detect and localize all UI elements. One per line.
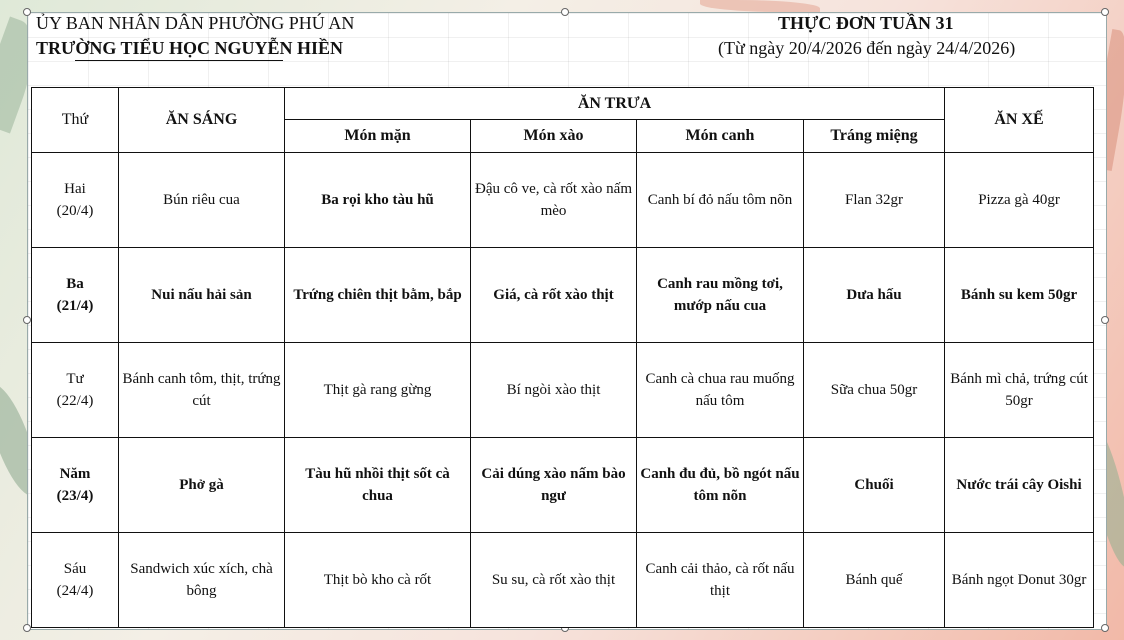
day-cell: Hai (20/4)	[32, 153, 119, 248]
day-cell: Tư (22/4)	[32, 343, 119, 438]
snack-cell: Bánh mì chả, trứng cút 50gr	[945, 343, 1094, 438]
table-row	[32, 153, 1094, 248]
soup-cell: Canh cải thảo, cà rốt nấu thịt	[637, 533, 804, 628]
committee-name: ỦY BAN NHÂN DÂN PHƯỜNG PHÚ AN	[36, 13, 355, 33]
resize-handle-middle-right[interactable]	[1101, 316, 1109, 324]
soup-cell: Canh đu đủ, bồ ngót nấu tôm nõn	[637, 438, 804, 533]
header-main-dish: Món mặn	[285, 120, 471, 153]
header-dessert: Tráng miệng	[804, 120, 945, 153]
breakfast-cell: Bánh canh tôm, thịt, trứng cút	[119, 343, 285, 438]
dessert-cell: Bánh quế	[804, 533, 945, 628]
snack-cell: Pizza gà 40gr	[945, 153, 1094, 248]
snack-cell: Bánh su kem 50gr	[945, 248, 1094, 343]
stir-fry-cell: Bí ngòi xào thịt	[471, 343, 637, 438]
resize-handle-bottom-left[interactable]	[23, 624, 31, 632]
table-row	[32, 343, 1094, 438]
day-cell: Sáu (24/4)	[32, 533, 119, 628]
main-dish-cell: Ba rọi kho tàu hũ	[285, 153, 471, 248]
resize-handle-middle-left[interactable]	[23, 316, 31, 324]
decor-leaf-5	[700, 0, 820, 12]
breakfast-cell: Sandwich xúc xích, chà bông	[119, 533, 285, 628]
resize-handle-top-middle[interactable]	[561, 8, 569, 16]
dessert-cell: Sữa chua 50gr	[804, 343, 945, 438]
resize-handle-bottom-right[interactable]	[1101, 624, 1109, 632]
soup-cell: Canh bí đỏ nấu tôm nõn	[637, 153, 804, 248]
day-cell: Ba (21/4)	[32, 248, 119, 343]
main-dish-cell: Thịt gà rang gừng	[285, 343, 471, 438]
main-dish-cell: Thịt bò kho cà rốt	[285, 533, 471, 628]
weekly-menu-table	[31, 87, 1094, 628]
soup-cell: Canh rau mồng tơi, mướp nấu cua	[637, 248, 804, 343]
dessert-cell: Chuối	[804, 438, 945, 533]
school-name-underline	[75, 60, 283, 61]
resize-handle-top-right[interactable]	[1101, 8, 1109, 16]
header-snack: ĂN XẾ	[945, 88, 1094, 153]
header-row-1	[32, 88, 1094, 120]
main-dish-cell: Trứng chiên thịt bằm, bắp	[285, 248, 471, 343]
header-day: Thứ	[32, 88, 119, 153]
stir-fry-cell: Giá, cà rốt xào thịt	[471, 248, 637, 343]
date-range: (Từ ngày 20/4/2026 đến ngày 24/4/2026)	[718, 38, 1016, 58]
table-row	[32, 438, 1094, 533]
day-cell: Năm (23/4)	[32, 438, 119, 533]
stir-fry-cell: Đậu cô ve, cà rốt xào nấm mèo	[471, 153, 637, 248]
breakfast-cell: Phở gà	[119, 438, 285, 533]
dessert-cell: Dưa hấu	[804, 248, 945, 343]
snack-cell: Bánh ngọt Donut 30gr	[945, 533, 1094, 628]
dessert-cell: Flan 32gr	[804, 153, 945, 248]
breakfast-cell: Bún riêu cua	[119, 153, 285, 248]
main-dish-cell: Tàu hũ nhồi thịt sốt cà chua	[285, 438, 471, 533]
school-name: TRƯỜNG TIỂU HỌC NGUYỄN HIỀN	[36, 38, 344, 58]
breakfast-cell: Nui nấu hải sản	[119, 248, 285, 343]
table-row	[32, 248, 1094, 343]
resize-handle-top-left[interactable]	[23, 8, 31, 16]
stir-fry-cell: Cải dúng xào nấm bào ngư	[471, 438, 637, 533]
menu-title: THỰC ĐƠN TUẦN 31	[778, 13, 954, 33]
header-stir-fry: Món xào	[471, 120, 637, 153]
header-breakfast: ĂN SÁNG	[119, 88, 285, 153]
soup-cell: Canh cà chua rau muống nấu tôm	[637, 343, 804, 438]
stir-fry-cell: Su su, cà rốt xào thịt	[471, 533, 637, 628]
header-lunch: ĂN TRƯA	[285, 88, 945, 120]
header-soup: Món canh	[637, 120, 804, 153]
table-row	[32, 533, 1094, 628]
snack-cell: Nước trái cây Oishi	[945, 438, 1094, 533]
